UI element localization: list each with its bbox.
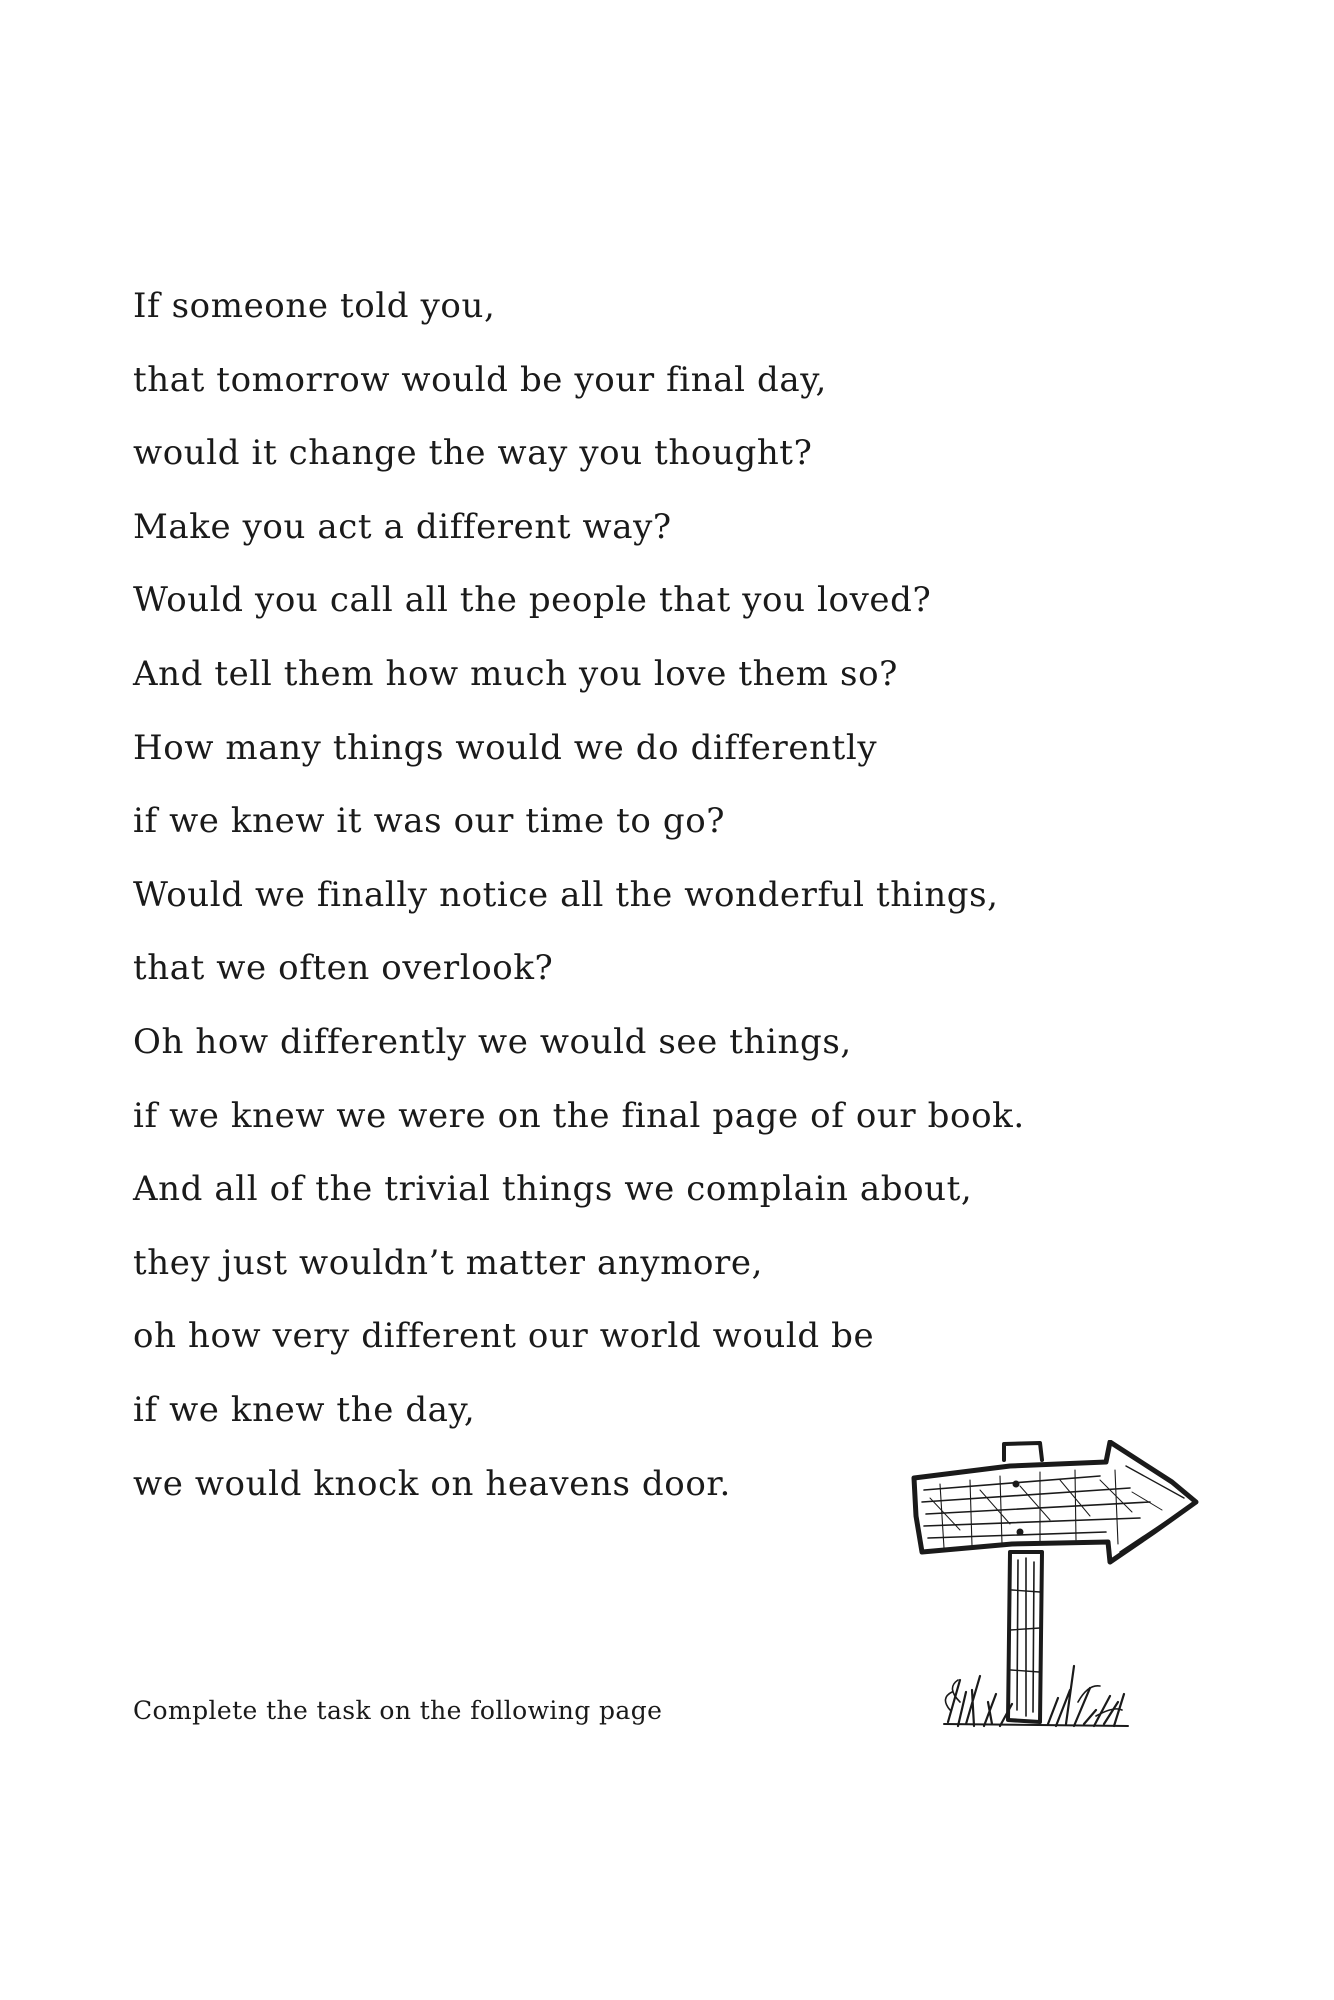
poem-line: Would we finally notice all the wonderful things, [133, 874, 999, 915]
poem-line: if we knew the day, [133, 1389, 476, 1430]
footer-note: Complete the task on the following page [133, 1696, 663, 1725]
poem-line: they just wouldn’t matter anymore, [133, 1242, 764, 1283]
poem-line: that we often overlook? [133, 948, 554, 989]
poem-line: Oh how differently we would see things, [133, 1021, 852, 1062]
poem-line: Make you act a different way? [133, 506, 672, 547]
poem-line: If someone told you, [133, 286, 496, 326]
poem-line: oh how very different our world would be [133, 1316, 875, 1357]
poem-line: And all of the trivial things we complain about, [133, 1169, 973, 1210]
poem-line: How many things would we do differently [133, 727, 878, 768]
poem-line: if we knew we were on the final page of our book. [133, 1095, 1025, 1136]
poem-line: we would knock on heavens door. [133, 1463, 731, 1504]
poem-line: would it change the way you thought? [133, 433, 813, 474]
poem-line: And tell them how much you love them so? [133, 653, 898, 694]
poem-line: Would you call all the people that you loved? [133, 580, 932, 621]
poem-line: that tomorrow would be your final day, [133, 359, 827, 400]
poem [133, 270, 1083, 1521]
wooden-arrow-signpost-icon [900, 1440, 1210, 1740]
poem-line: if we knew it was our time to go? [133, 801, 726, 842]
